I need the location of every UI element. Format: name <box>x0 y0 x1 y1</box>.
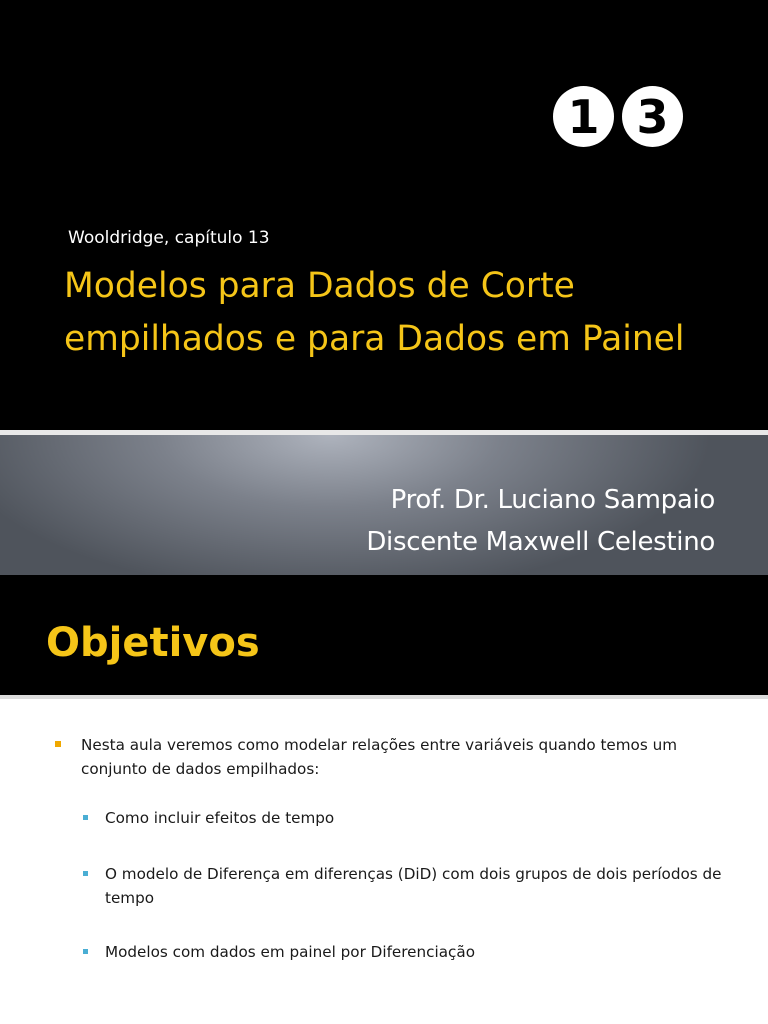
chapter-digit-1: 1 <box>553 86 614 147</box>
sub-bullet-marker <box>83 871 88 876</box>
sub-bullet-item: Modelos com dados em painel por Diferenciação <box>105 943 475 961</box>
objectives-slide-body <box>0 699 768 1024</box>
bullet-marker <box>55 741 61 747</box>
presenter-name-2: Discente Maxwell Celestino <box>366 527 715 557</box>
title-slide <box>0 0 768 430</box>
objectives-slide-header <box>0 575 768 695</box>
chapter-number-badge <box>553 86 683 147</box>
presenter-band <box>0 435 768 575</box>
sub-bullet-item: O modelo de Diferença em diferenças (DiD) com dois grupos de dois períodos de tempo <box>105 865 722 907</box>
chapter-digit-2: 3 <box>622 86 683 147</box>
sub-bullet-marker <box>83 815 88 820</box>
sub-bullet-marker <box>83 949 88 954</box>
slide-title: Modelos para Dados de Corte empilhados e para Dados em Painel <box>64 266 685 359</box>
objectives-title: Objetivos <box>46 620 260 666</box>
presenter-name-1: Prof. Dr. Luciano Sampaio <box>390 485 715 515</box>
sub-bullet-item: Como incluir efeitos de tempo <box>105 809 335 827</box>
bullet-item: Nesta aula veremos como modelar relações entre variáveis quando temos um conjunto de dados empilhados: <box>81 736 678 778</box>
slide-subtitle: Wooldridge, capítulo 13 <box>68 228 270 248</box>
